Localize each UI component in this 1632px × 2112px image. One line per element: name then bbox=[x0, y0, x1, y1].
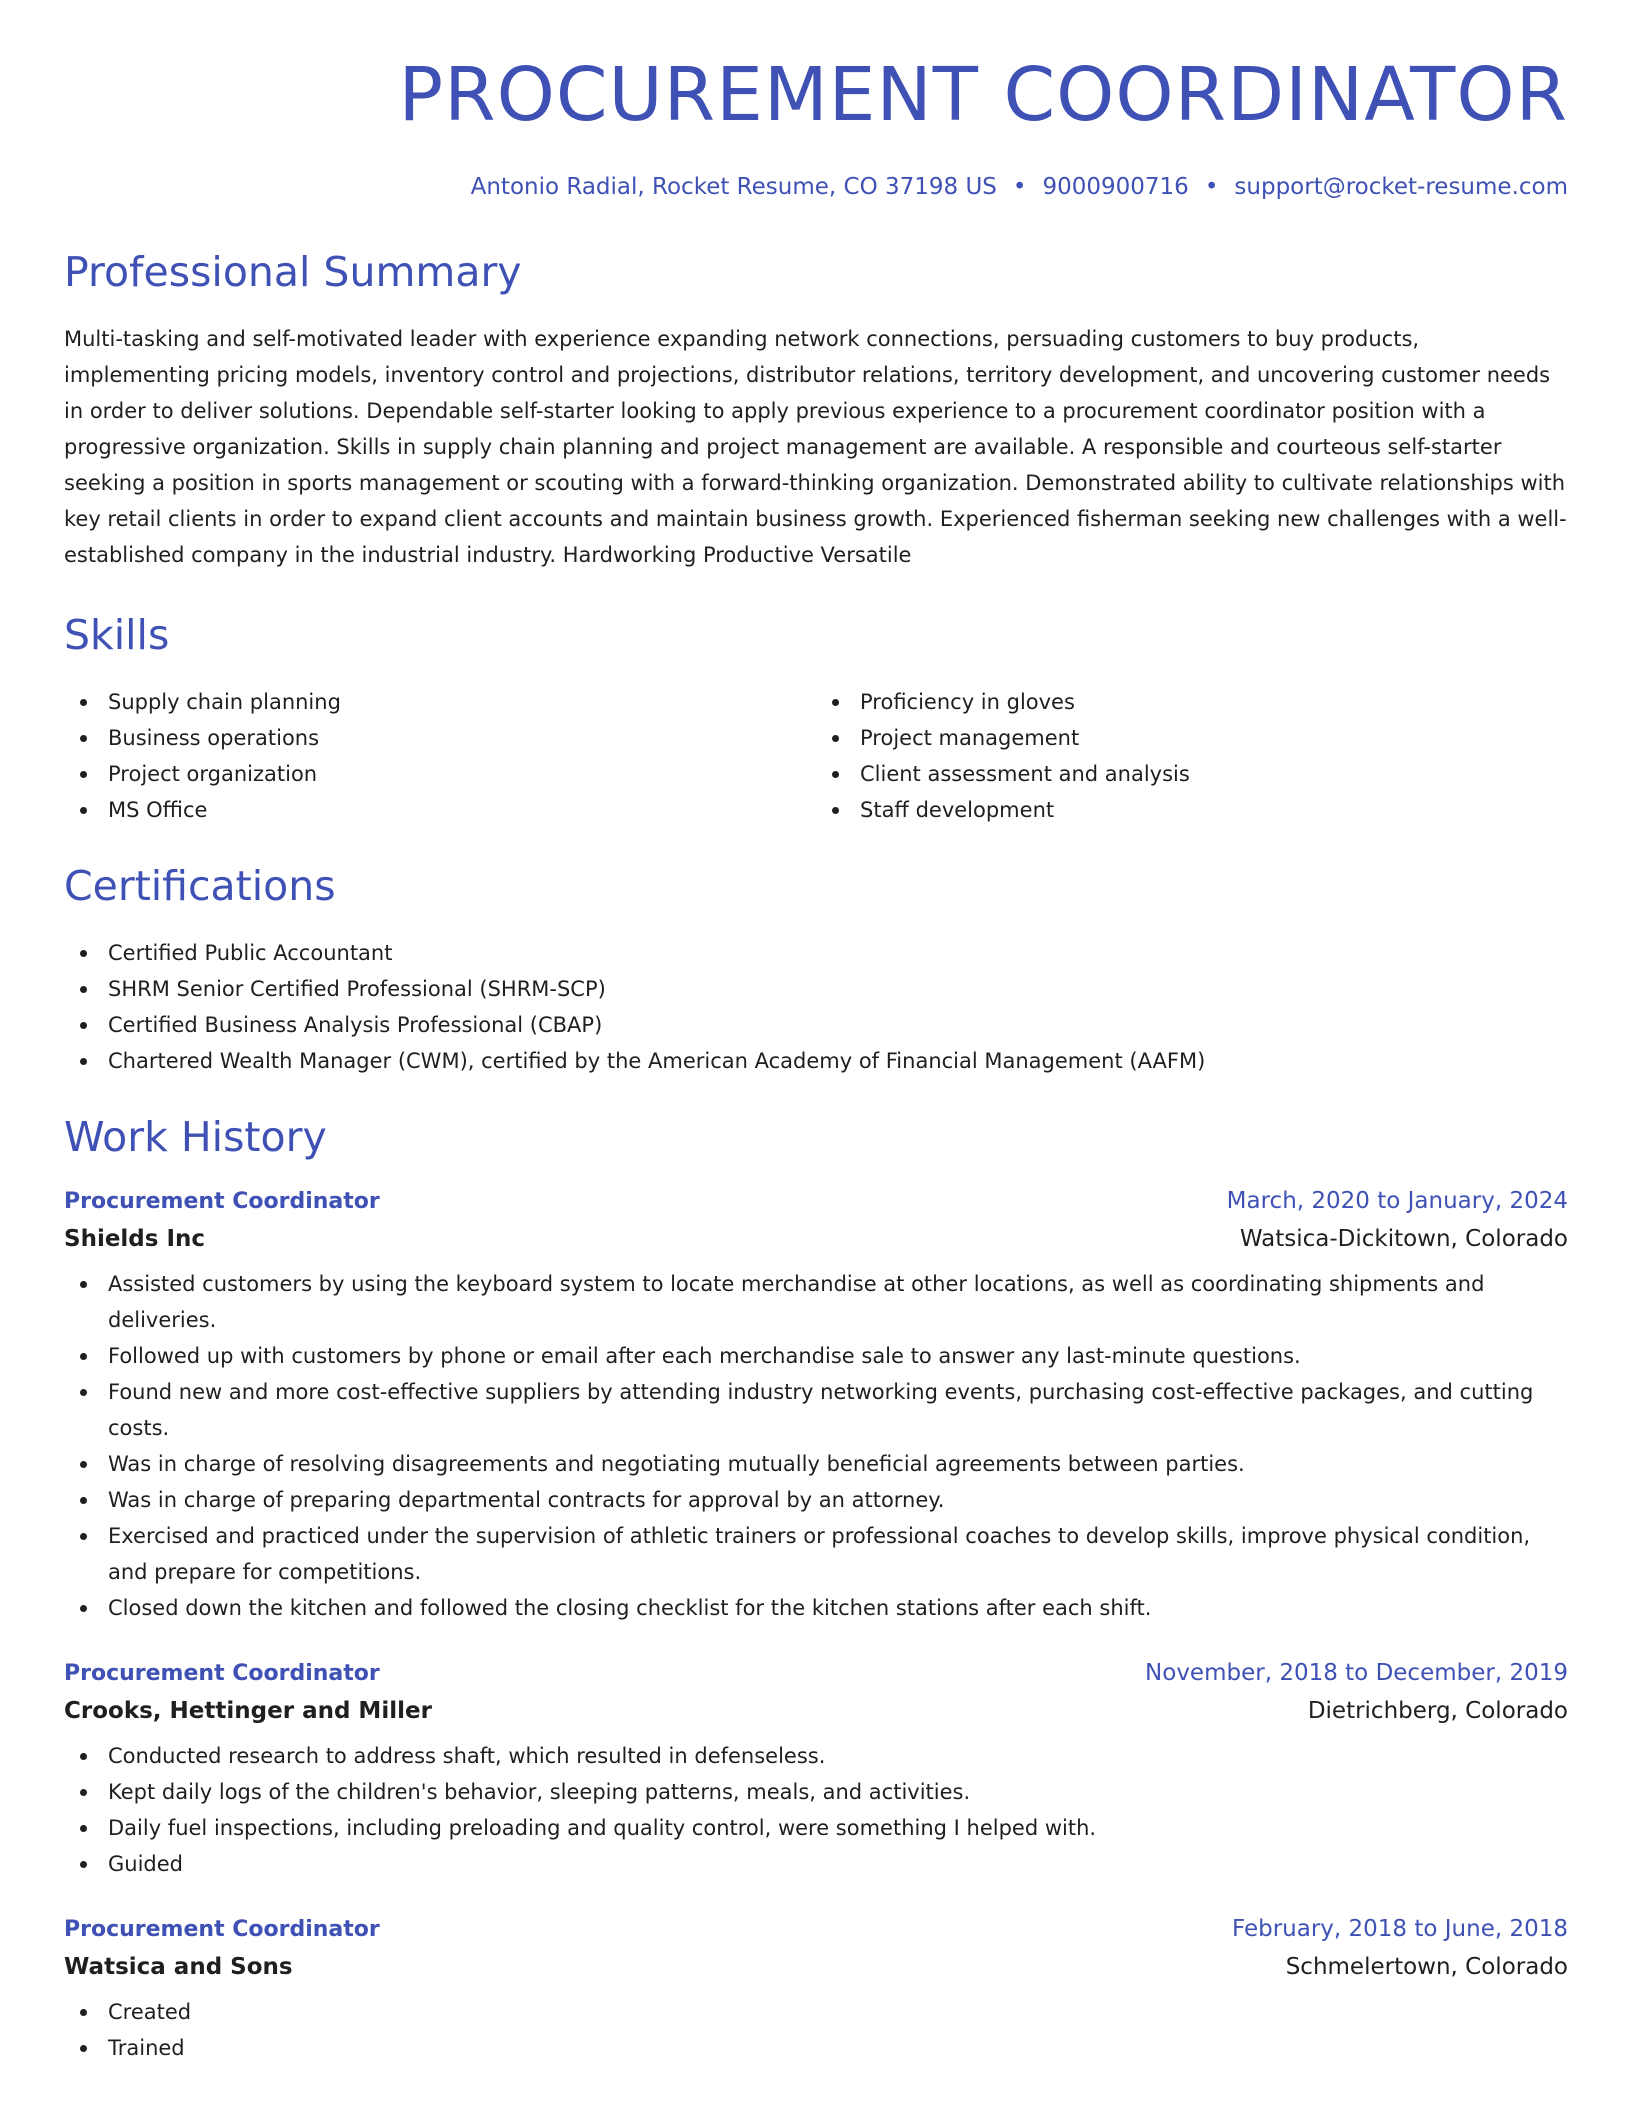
job-duty: Kept daily logs of the children's behavior, sleeping patterns, meals, and activities. bbox=[64, 1774, 1568, 1810]
skill-item: Client assessment and analysis bbox=[816, 756, 1568, 792]
certification-item: Certified Public Accountant bbox=[64, 935, 1568, 971]
job-duty: Exercised and practiced under the supervision of athletic trainers or professional coaches to develop skills, improve physical condition, and prepare for competitions. bbox=[64, 1518, 1568, 1590]
contact-email[interactable]: support@rocket-resume.com bbox=[1234, 174, 1568, 200]
skills-grid bbox=[64, 684, 1568, 828]
contact-separator: • bbox=[1204, 174, 1219, 200]
job-duty: Assisted customers by using the keyboard system to locate merchandise at other locations, as well as coordinating shipments and deliveries. bbox=[64, 1266, 1568, 1338]
job-duties-list bbox=[64, 1738, 1568, 1882]
skill-item: Business operations bbox=[64, 720, 816, 756]
contact-line bbox=[64, 174, 1568, 200]
job-dates: February, 2018 to June, 2018 bbox=[1231, 1916, 1568, 1942]
skill-item: MS Office bbox=[64, 792, 816, 828]
skill-item: Staff development bbox=[816, 792, 1568, 828]
work-history-heading: Work History bbox=[64, 1113, 327, 1161]
job-location: Schmelertown, Colorado bbox=[1285, 1954, 1568, 1980]
job-dates: November, 2018 to December, 2019 bbox=[1145, 1660, 1568, 1686]
skill-item: Project management bbox=[816, 720, 1568, 756]
job-duty: Was in charge of preparing departmental contracts for approval by an attorney. bbox=[64, 1482, 1568, 1518]
job-duty: Found new and more cost-effective suppliers by attending industry networking events, purchasing cost-effective packages, and cutting costs. bbox=[64, 1374, 1568, 1446]
summary-heading: Professional Summary bbox=[64, 248, 522, 296]
job-role: Procurement Coordinator bbox=[64, 1189, 380, 1214]
job-duty: Conducted research to address shaft, which resulted in defenseless. bbox=[64, 1738, 1568, 1774]
certifications-heading: Certifications bbox=[64, 862, 336, 910]
job-subheader bbox=[64, 1954, 1568, 1980]
skills-list-left bbox=[64, 684, 816, 828]
contact-phone: 9000900716 bbox=[1042, 174, 1189, 200]
job-header bbox=[64, 1660, 1568, 1686]
contact-address: Antonio Radial, Rocket Resume, CO 37198 US bbox=[470, 174, 997, 200]
job-role: Procurement Coordinator bbox=[64, 1917, 380, 1942]
job-duty: Closed down the kitchen and followed the closing checklist for the kitchen stations after each shift. bbox=[64, 1590, 1568, 1626]
skill-item: Proficiency in gloves bbox=[816, 684, 1568, 720]
job-subheader bbox=[64, 1226, 1568, 1252]
job-role: Procurement Coordinator bbox=[64, 1661, 380, 1686]
skill-item: Supply chain planning bbox=[64, 684, 816, 720]
certification-item: Certified Business Analysis Professional (CBAP) bbox=[64, 1007, 1568, 1043]
certification-item: SHRM Senior Certified Professional (SHRM-SCP) bbox=[64, 971, 1568, 1007]
resume-title: PROCUREMENT COORDINATOR bbox=[398, 52, 1568, 138]
skills-heading: Skills bbox=[64, 611, 170, 659]
job-subheader bbox=[64, 1698, 1568, 1724]
skills-list-right bbox=[816, 684, 1568, 828]
skill-item: Project organization bbox=[64, 756, 816, 792]
job-company: Shields Inc bbox=[64, 1226, 206, 1252]
job-dates: March, 2020 to January, 2024 bbox=[1226, 1188, 1568, 1214]
certifications-list bbox=[64, 935, 1568, 1079]
job-duties-list bbox=[64, 1266, 1568, 1626]
contact-separator: • bbox=[1012, 174, 1027, 200]
job-duties-list bbox=[64, 1994, 1568, 2066]
job-duty: Followed up with customers by phone or email after each merchandise sale to answer any last-minute questions. bbox=[64, 1338, 1568, 1374]
job-company: Crooks, Hettinger and Miller bbox=[64, 1698, 432, 1724]
job-company: Watsica and Sons bbox=[64, 1954, 293, 1980]
job-location: Watsica-Dickitown, Colorado bbox=[1239, 1226, 1568, 1252]
certification-item: Chartered Wealth Manager (CWM), certified by the American Academy of Financial Management (AAFM) bbox=[64, 1043, 1568, 1079]
job-location: Dietrichberg, Colorado bbox=[1307, 1698, 1568, 1724]
job-duty: Guided bbox=[64, 1846, 1568, 1882]
job-duty: Was in charge of resolving disagreements and negotiating mutually beneficial agreements between parties. bbox=[64, 1446, 1568, 1482]
job-header bbox=[64, 1188, 1568, 1214]
job-entry bbox=[64, 1660, 1568, 1882]
job-entry bbox=[64, 1916, 1568, 2066]
job-entry bbox=[64, 1188, 1568, 1626]
job-duty: Daily fuel inspections, including preloading and quality control, were something I helped with. bbox=[64, 1810, 1568, 1846]
job-duty: Trained bbox=[64, 2030, 1568, 2066]
summary-text: Multi-tasking and self-motivated leader with experience expanding network connections, persuading customers to buy products, implementing pricing models, inventory control and projections, distributor relations, territory development, and uncovering customer needs in order to deliver solutions. Dependable self-starter looking to apply previous experience to a procurement coordinator position with a progressive organization. Skills in supply chain planning and project management are available. A responsible and courteous self-starter seeking a position in sports management or scouting with a forward-thinking organization. Demonstrated ability to cultivate relationships with key retail clients in order to expand client accounts and maintain business growth. Experienced fisherman seeking new challenges with a well-established company in the industrial industry. Hardworking Productive Versatile bbox=[64, 327, 1567, 567]
job-duty: Created bbox=[64, 1994, 1568, 2030]
job-header bbox=[64, 1916, 1568, 1942]
